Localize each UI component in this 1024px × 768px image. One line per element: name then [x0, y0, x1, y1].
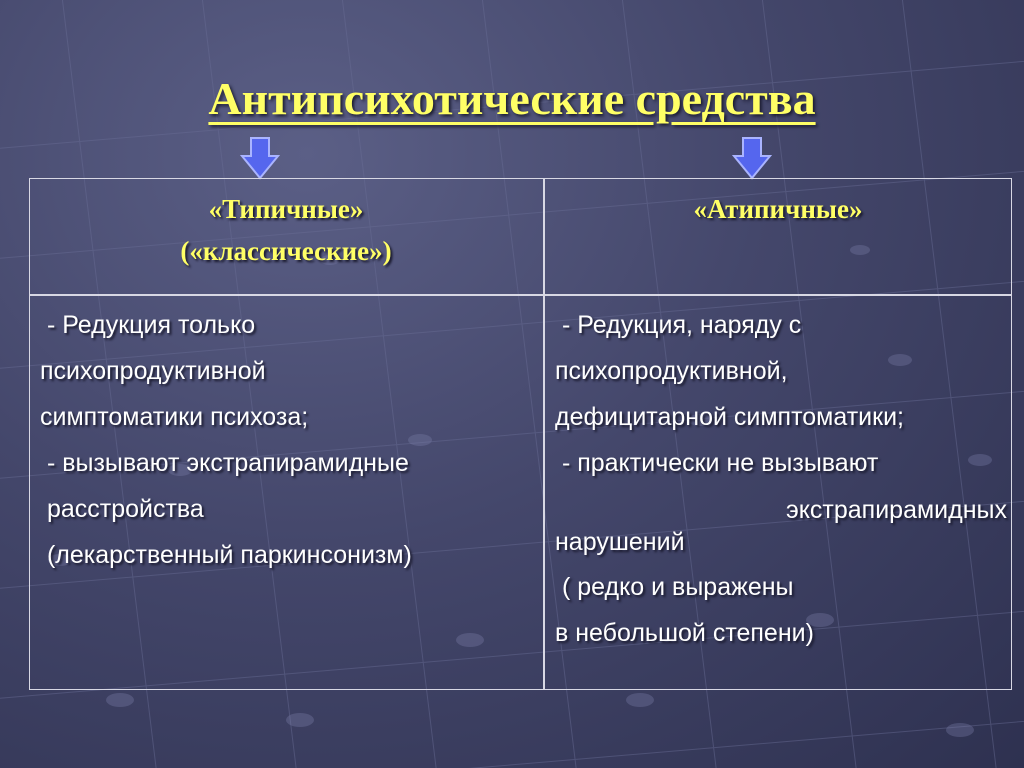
- header-line: «Атипичные»: [693, 194, 863, 224]
- text-line: экстрапирамидных: [785, 496, 1007, 524]
- table-divider-vertical: [543, 178, 545, 690]
- text-line: - Редукция только: [40, 311, 256, 339]
- cell-typical-description: [40, 302, 540, 578]
- arrow-down-icon: [240, 136, 280, 180]
- text-line: психопродуктивной: [40, 357, 266, 385]
- arrow-down-icon: [732, 136, 772, 180]
- table-divider-horizontal: [29, 294, 1012, 296]
- header-line: («классические»): [180, 236, 392, 266]
- slide-title: Антипсихотические средства: [208, 73, 816, 124]
- text-line: расстройства: [40, 495, 204, 523]
- cell-atypical-description: [555, 302, 1007, 656]
- header-typical: [30, 188, 542, 272]
- text-line: ( редко и выражены: [555, 573, 794, 601]
- text-line: симптоматики психоза;: [40, 403, 309, 431]
- text-line: (лекарственный паркинсонизм): [40, 541, 412, 569]
- header-line: «Типичные»: [208, 194, 364, 224]
- text-line: - Редукция, наряду с: [555, 311, 802, 339]
- text-line: нарушений: [555, 528, 685, 556]
- text-line: дефицитарной симптоматики;: [555, 403, 904, 431]
- text-line: - практически не вызывают: [555, 449, 879, 477]
- text-line: - вызывают экстрапирамидные: [40, 449, 409, 477]
- text-line: в небольшой степени): [555, 619, 814, 647]
- text-line: психопродуктивной,: [555, 357, 788, 385]
- header-atypical: [545, 188, 1011, 230]
